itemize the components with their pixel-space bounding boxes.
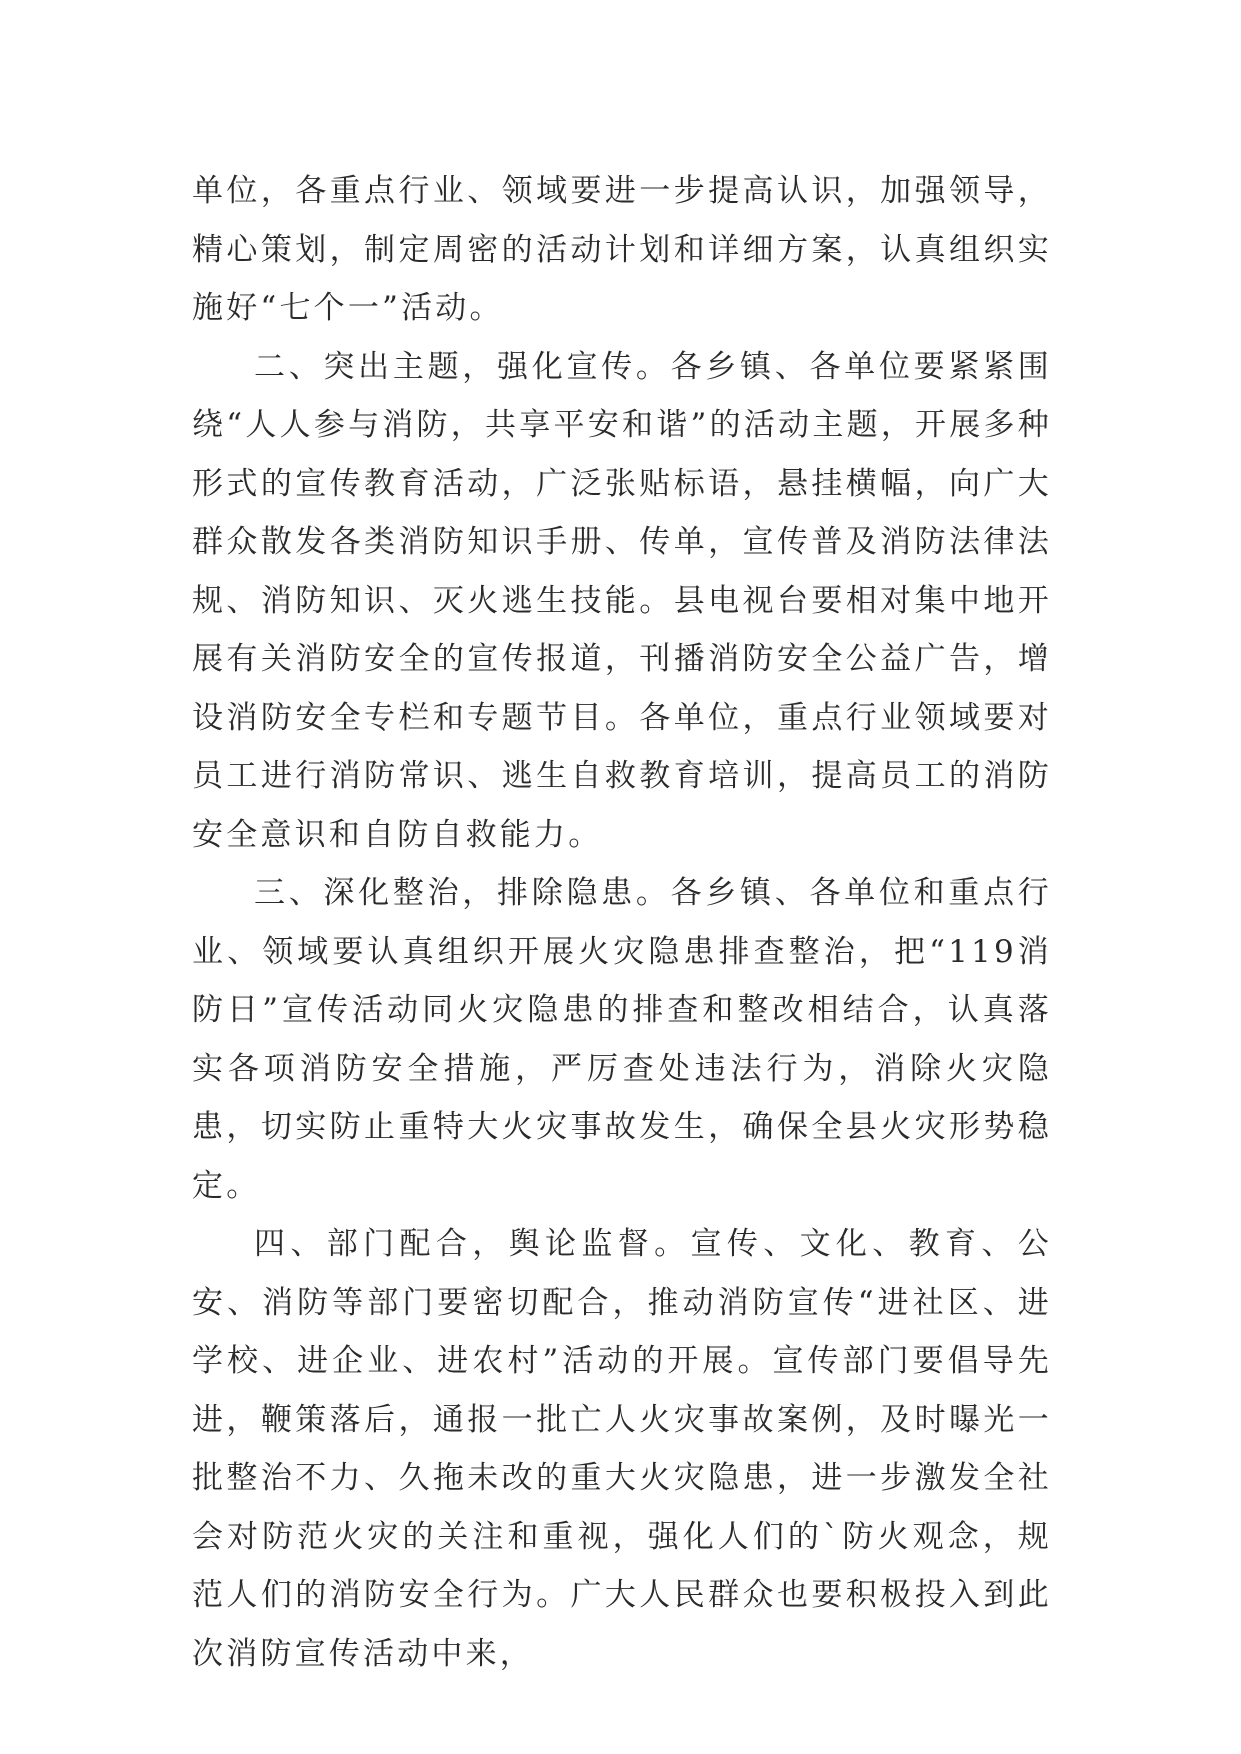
document-body [192,162,1052,1683]
paragraph-section-four: 四、部门配合，舆论监督。宣传、文化、教育、公安、消防等部门要密切配合，推动消防宣传“进社区、进学校、进企业、进农村”活动的开展。宣传部门要倡导先进，鞭策落后，通报一批亡人火灾事故案例，及时曝光一批整治不力、久拖未改的重大火灾隐患，进一步激发全社会对防范火灾的关注和重视，强化人们的`防火观念，规范人们的消防安全行为。广大人民群众也要积极投入到此次消防宣传活动中来， [192,1226,1052,1672]
paragraph-continuation: 单位，各重点行业、领域要进一步提高认识，加强领导，精心策划，制定周密的活动计划和详细方案，认真组织实施好“七个一”活动。 [192,173,1052,326]
paragraph-section-two: 二、突出主题，强化宣传。各乡镇、各单位要紧紧围绕“人人参与消防，共享平安和谐”的活动主题，开展多种形式的宣传教育活动，广泛张贴标语，悬挂横幅，向广大群众散发各类消防知识手册、传单，宣传普及消防法律法规、消防知识、灭火逃生技能。县电视台要相对集中地开展有关消防安全的宣传报道，刊播消防安全公益广告，增设消防安全专栏和专题节目。各单位，重点行业领域要对员工进行消防常识、逃生自救教育培训，提高员工的消防安全意识和自防自救能力。 [192,348,1052,853]
paragraph-section-three: 三、深化整治，排除隐患。各乡镇、各单位和重点行业、领域要认真组织开展火灾隐患排查整治，把“119消防日”宣传活动同火灾隐患的排查和整改相结合，认真落实各项消防安全措施，严厉查处违法行为，消除火灾隐患，切实防止重特大火灾事故发生，确保全县火灾形势稳定。 [192,875,1052,1204]
